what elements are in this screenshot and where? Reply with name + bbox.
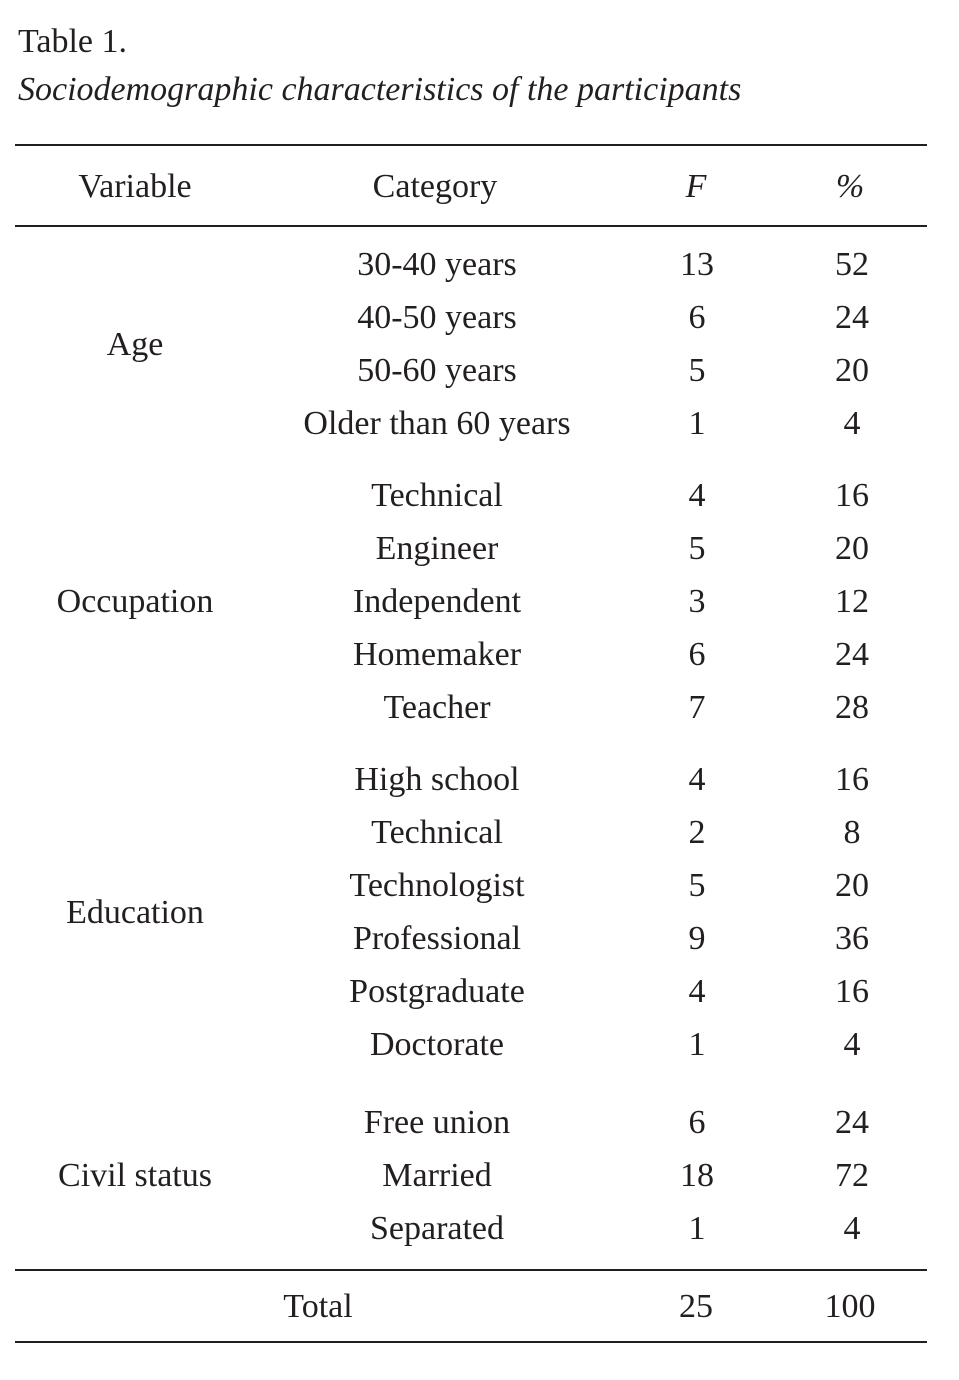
total-rule — [15, 1269, 927, 1271]
header-variable: Variable — [78, 168, 192, 205]
variable-label: Education — [66, 893, 204, 931]
category-cell: High school — [354, 761, 520, 798]
percent-cell: 24 — [835, 1104, 869, 1141]
frequency-cell: 5 — [688, 530, 706, 567]
frequency-cell: 5 — [688, 867, 706, 904]
percent-cell: 16 — [835, 973, 869, 1010]
category-cell: Postgraduate — [349, 973, 525, 1010]
percent-cell: 8 — [843, 814, 861, 851]
percent-cell: 4 — [843, 405, 861, 442]
table-label: Table 1. — [18, 23, 128, 60]
category-cell: Technologist — [349, 867, 525, 904]
category-cell: 40-50 years — [357, 299, 517, 336]
percent-cell: 4 — [843, 1210, 861, 1247]
category-cell: Engineer — [375, 530, 499, 567]
percent-cell: 20 — [835, 530, 869, 567]
percent-cell: 20 — [835, 352, 869, 389]
header-percent: % — [835, 168, 865, 205]
frequency-cell: 9 — [688, 920, 706, 957]
category-cell: 50-60 years — [357, 352, 517, 389]
variable-label: Occupation — [56, 583, 214, 620]
percent-cell: 52 — [835, 246, 869, 283]
category-cell: Doctorate — [369, 1026, 505, 1063]
frequency-cell: 7 — [688, 689, 706, 726]
table-caption: Sociodemographic characteristics of the participants — [18, 71, 742, 108]
percent-cell: 36 — [835, 920, 869, 957]
category-cell: Homemaker — [352, 636, 522, 673]
frequency-cell: 3 — [688, 583, 706, 620]
total-percent: 100 — [824, 1288, 876, 1325]
frequency-cell: 4 — [688, 477, 706, 514]
category-cell: Separated — [369, 1210, 505, 1247]
header-category: Category — [372, 168, 498, 205]
category-cell: Technical — [371, 814, 503, 851]
category-cell: Teacher — [383, 689, 491, 726]
category-cell: Independent — [352, 583, 522, 620]
variable-label: Civil status — [58, 1157, 212, 1194]
category-cell: Professional — [352, 920, 522, 957]
frequency-cell: 6 — [688, 299, 706, 336]
frequency-cell: 6 — [688, 636, 706, 673]
percent-cell: 20 — [835, 867, 869, 904]
percent-cell: 28 — [835, 689, 869, 726]
percent-cell: 16 — [835, 761, 869, 798]
percent-cell: 24 — [835, 299, 869, 336]
total-label: Total — [283, 1288, 353, 1325]
frequency-cell: 4 — [688, 761, 706, 798]
category-cell: Free union — [363, 1104, 511, 1141]
bottom-rule — [15, 1341, 927, 1343]
frequency-cell: 1 — [688, 405, 706, 442]
frequency-cell: 18 — [680, 1157, 714, 1194]
frequency-cell: 4 — [688, 973, 706, 1010]
percent-cell: 72 — [835, 1157, 869, 1194]
percent-cell: 4 — [843, 1026, 861, 1063]
frequency-cell: 1 — [688, 1210, 706, 1247]
frequency-cell: 6 — [688, 1104, 706, 1141]
category-cell: Married — [382, 1157, 492, 1194]
header-rule — [15, 225, 927, 227]
percent-cell: 16 — [835, 477, 869, 514]
frequency-cell: 2 — [688, 814, 706, 851]
header-f: F — [685, 168, 707, 205]
variable-label: Age — [106, 325, 164, 363]
frequency-cell: 1 — [688, 1026, 706, 1063]
percent-cell: 24 — [835, 636, 869, 673]
top-rule — [15, 144, 927, 146]
frequency-cell: 5 — [688, 352, 706, 389]
category-cell: Older than 60 years — [303, 405, 571, 442]
category-cell: 30-40 years — [357, 246, 517, 283]
frequency-cell: 13 — [680, 246, 714, 283]
total-f: 25 — [679, 1288, 713, 1325]
percent-cell: 12 — [835, 583, 869, 620]
category-cell: Technical — [371, 477, 503, 514]
